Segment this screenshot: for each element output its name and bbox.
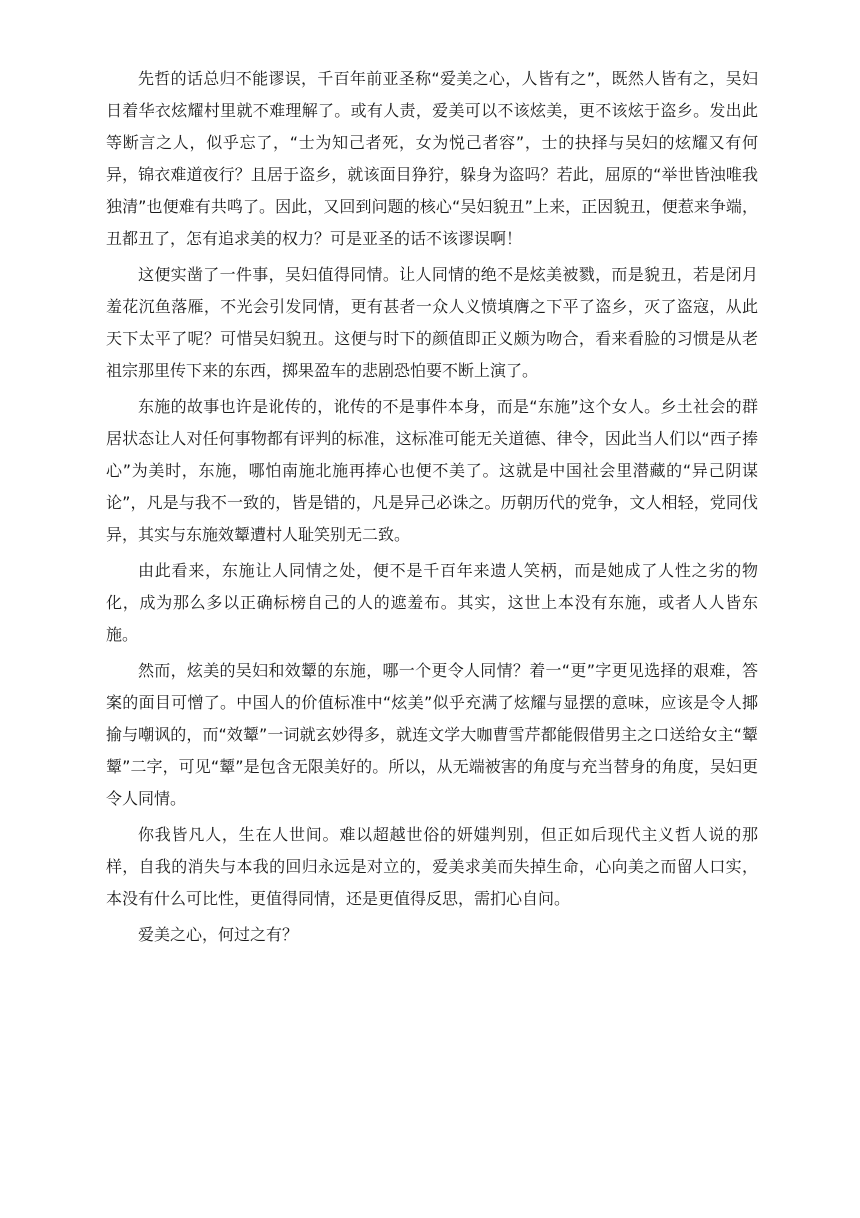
paragraph-1: 先哲的话总归不能谬误，千百年前亚圣称“爱美之心，人皆有之”，既然人皆有之，吴妇日着华衣炫耀村里就不难理解了。或有人责，爱美可以不该炫美，更不该炫于盗乡。发出此等断言之人，似乎忘了，“士为知己者死，女为悦己者容”，士的抉择与吴妇的炫耀又有何异，锦衣难道夜行？且居于盗乡，就该面目狰狞，躲身为盗吗？若此，屈原的“举世皆浊唯我独清”也便难有共鸣了。因此，又回到问题的核心“吴妇貌丑”上来，正因貌丑，便惹来争端，丑都丑了，怎有追求美的权力？可是亚圣的话不该谬误啊！ <box>106 69 758 248</box>
paragraph-6: 你我皆凡人，生在人世间。难以超越世俗的妍媸判别，但正如后现代主义哲人说的那样，自我的消失与本我的回归永远是对立的，爱美求美而失掉生命，心向美之而留人口实，本没有什么可比性，更值得同情，还是更值得反思，需扪心自问。 <box>106 825 758 908</box>
paragraph-3: 东施的故事也许是讹传的，讹传的不是事件本身，而是“东施”这个女人。乡土社会的群居状态让人对任何事物都有评判的标准，这标准可能无关道德、律令，因此当人们以“西子捧心”为美时，东施，哪怕南施北施再捧心也便不美了。这就是中国社会里潜藏的“异己阴谋论”，凡是与我不一致的，皆是错的，凡是异己必诛之。历朝历代的党争，文人相轻，党同伐异，其实与东施效颦遭村人耻笑别无二致。 <box>106 397 758 544</box>
paragraph-5: 然而，炫美的吴妇和效颦的东施，哪一个更令人同情？着一“更”字更见选择的艰难，答案的面目可憎了。中国人的价值标准中“炫美”似乎充满了炫耀与显摆的意味，应该是令人揶揄与嘲讽的，而“效颦”一词就玄妙得多，就连文学大咖曹雪芹都能假借男主之口送给女主“颦颦”二字，可见“颦”是包含无限美好的。所以，从无端被害的角度与充当替身的角度，吴妇更令人同情。 <box>106 661 758 808</box>
paragraph-7: 爱美之心，何过之有？ <box>138 925 299 944</box>
paragraph-4: 由此看来，东施让人同情之处，便不是千百年来遗人笑柄，而是她成了人性之劣的物化，成为那么多以正确标榜自己的人的遮羞布。其实，这世上本没有东施，或者人人皆东施。 <box>106 561 758 644</box>
essay-body <box>106 63 758 951</box>
paragraph-2: 这便实凿了一件事，吴妇值得同情。让人同情的绝不是炫美被戮，而是貌丑，若是闭月羞花沉鱼落雁，不光会引发同情，更有甚者一众人义愤填膺之下平了盗乡，灭了盗寇，从此天下太平了呢？可惜吴妇貌丑。这便与时下的颜值即正义颇为吻合，看来看脸的习惯是从老祖宗那里传下来的东西，掷果盈车的悲剧恐怕要不断上演了。 <box>106 265 758 380</box>
